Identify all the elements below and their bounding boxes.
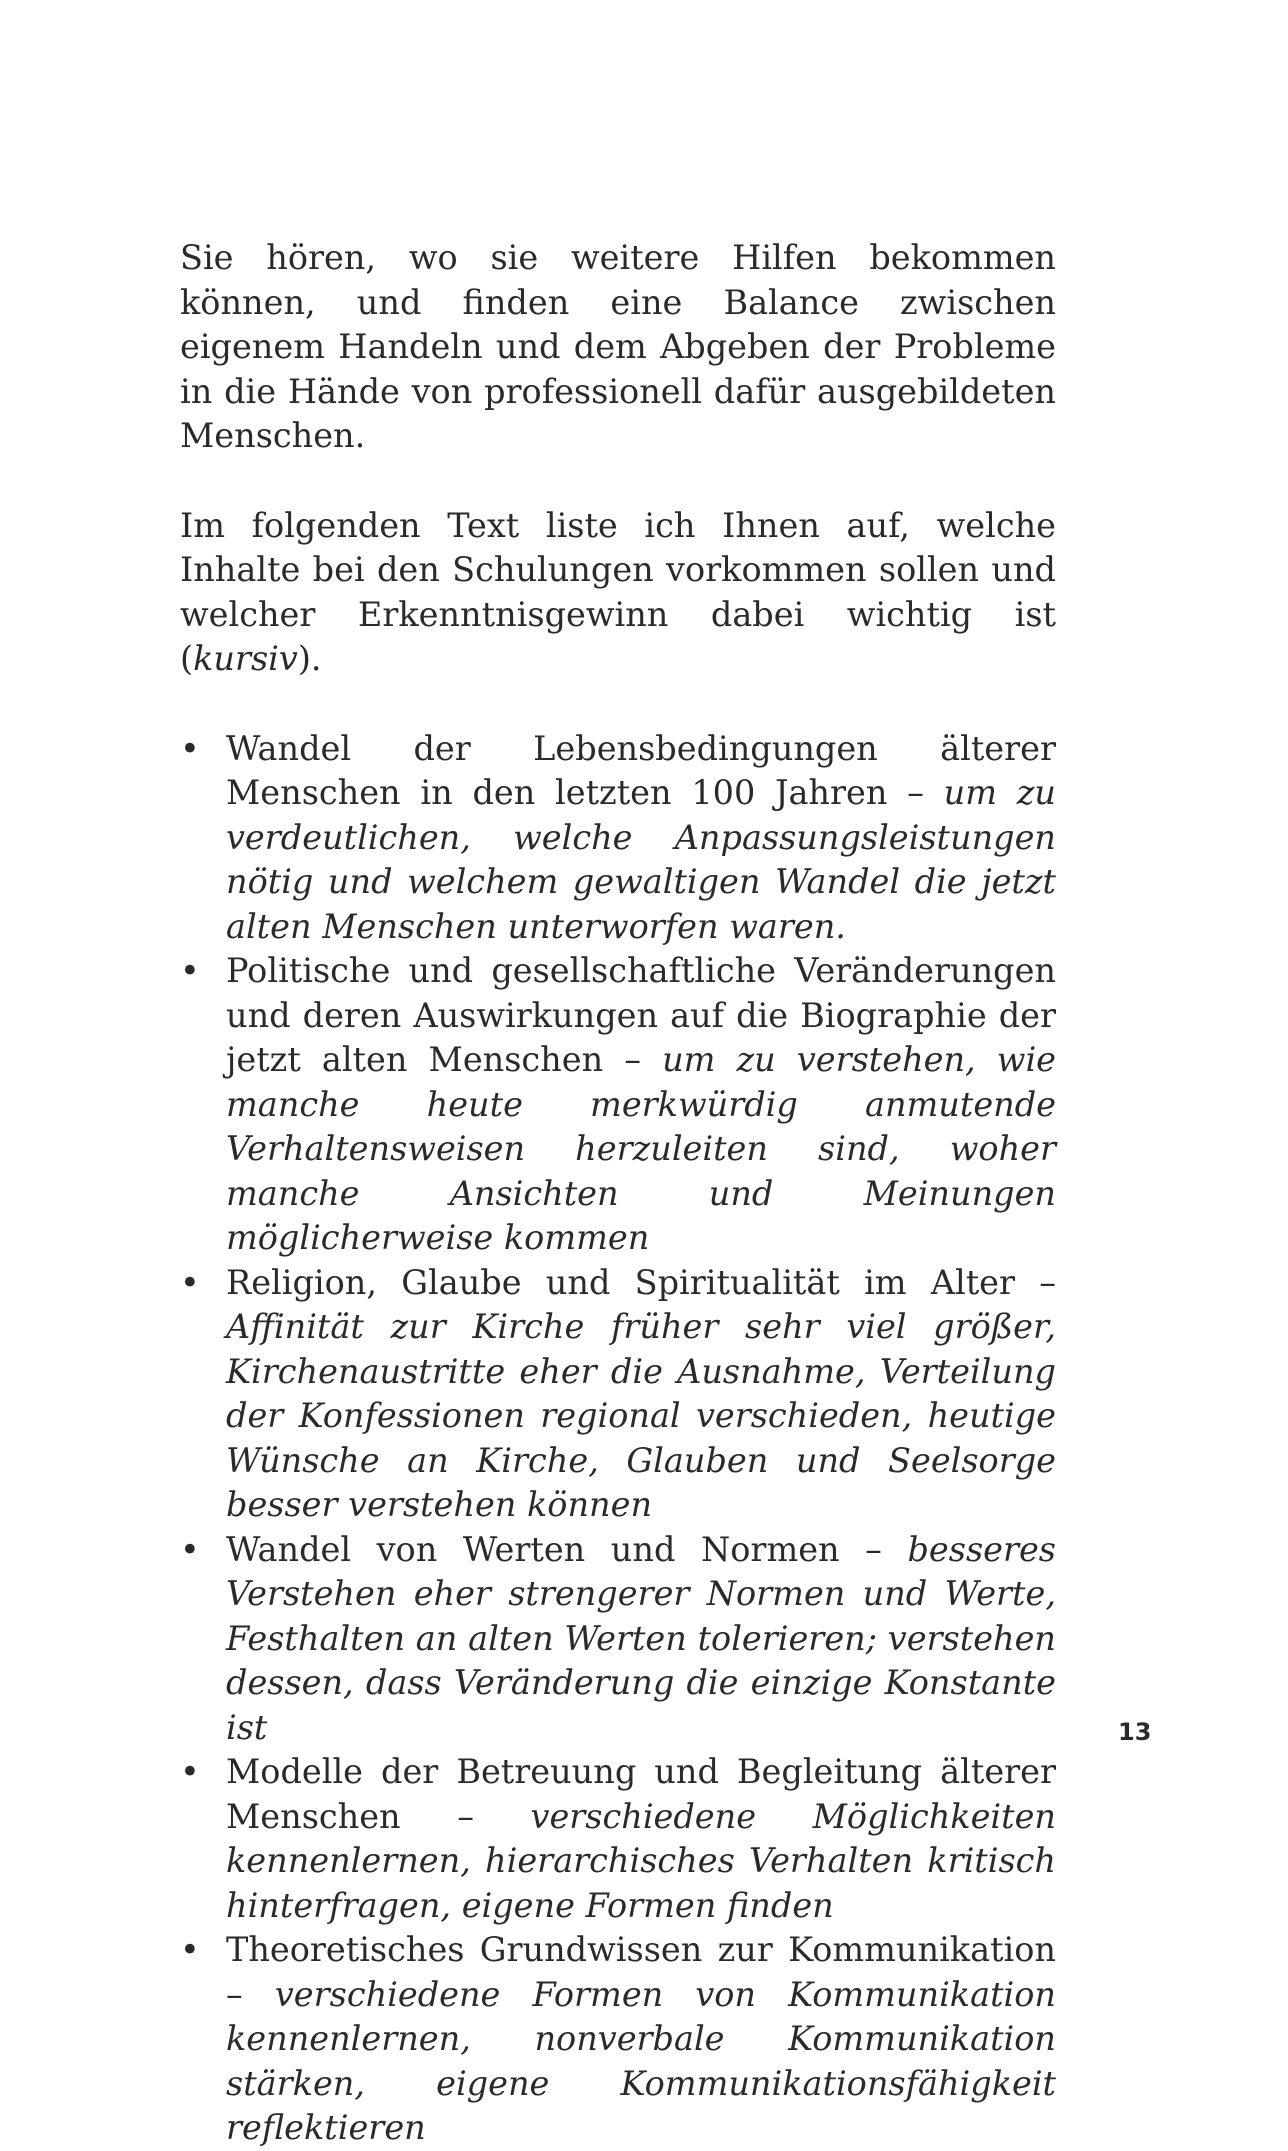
- bullet-icon: •: [180, 1930, 200, 1969]
- bullet-icon: •: [180, 728, 200, 768]
- paragraph-intro-list: [180, 504, 1056, 682]
- list-item: [180, 727, 1056, 950]
- list-item-goal: Affinität zur Kirche früher sehr viel größer, Kirchenaustritte eher die Ausnahme, Verteilung der Konfessionen regional verschieden, heutige Wünsche an Kirche, Glauben und Seelsorge besser verstehen können: [226, 1307, 1056, 1524]
- paragraph-intro-text: Im folgenden Text liste ich Ihnen auf, welche Inhalte bei den Schulungen vorkommen sollen und welcher Erkenntnisgewinn dabei wichtig ist (: [180, 505, 1056, 678]
- list-item: [180, 1261, 1056, 1528]
- list-item-topic: Wandel von Werten und Normen –: [226, 1529, 908, 1569]
- bullet-icon: •: [180, 1529, 200, 1569]
- paragraph-intro-close: ).: [297, 639, 322, 678]
- list-item-topic: Wandel der Lebensbedingungen älterer Menschen in den letzten 100 Jahren –: [226, 728, 1056, 812]
- list-item-goal: um zu verstehen, wie manche heute merkwürdig anmutende Verhaltensweisen herzuleiten sind, woher manche Ansichten und Meinungen möglicherweise kommen: [226, 1040, 1056, 1257]
- list-item-text: [226, 727, 1056, 950]
- bullet-icon: •: [180, 951, 200, 990]
- list-item-topic: Politische und gesellschaftliche Veränderungen und deren Auswirkungen auf die Biographie der jetzt alten Menschen –: [226, 951, 1056, 1079]
- list-item-text: [226, 1528, 1056, 1751]
- paragraph-help-balance: Sie hören, wo sie weitere Hilfen bekommen können, und finden eine Balance zwischen eigenem Handeln und dem Abgeben der Probleme in die Hände von professionell dafür ausgebildeten Menschen.: [180, 238, 1056, 455]
- list-item-goal: verschiedene Formen von Kommunikation kennenlernen, nonverbale Kommunikation stärken, eigene Kommunikationsfähigkeit reflektieren: [226, 1974, 1056, 2147]
- list-item-topic: Modelle der Betreuung und Begleitung älterer Menschen –: [226, 1752, 1056, 1836]
- list-item-topic: Theoretisches Grundwissen zur Kommunikation –: [226, 1930, 1056, 2014]
- list-item: [180, 1750, 1056, 1928]
- list-item-text: [226, 1261, 1056, 1528]
- list-item-text: [226, 1750, 1056, 1928]
- training-content-list: [180, 727, 1056, 2151]
- page-number: 13: [1118, 1718, 1152, 1746]
- bullet-icon: •: [180, 1752, 200, 1791]
- bullet-icon: •: [180, 1262, 200, 1302]
- paragraph-intro-italic: kursiv: [193, 639, 298, 678]
- page-body: [180, 236, 1056, 2151]
- list-item-topic: Religion, Glaube und Spiritualität im Alter –: [226, 1262, 1056, 1302]
- list-item: [180, 1928, 1056, 2151]
- list-item-text: [226, 1928, 1056, 2151]
- list-item: [180, 1528, 1056, 1751]
- list-item: [180, 949, 1056, 1261]
- list-item-text: [226, 949, 1056, 1261]
- list-item-goal: um zu verdeutlichen, welche Anpassungsleistungen nötig und welchem gewaltigen Wandel die jetzt alten Menschen unterworfen waren.: [226, 773, 1056, 946]
- list-item-goal: besseres Verstehen eher strengerer Normen und Werte, Festhalten an alten Werten tolerieren; verstehen dessen, dass Veränderung die einzige Konstante ist: [226, 1529, 1056, 1747]
- list-item-goal: verschiedene Möglichkeiten kennenlernen, hierarchisches Verhalten kritisch hinterfragen, eigene Formen finden: [226, 1796, 1056, 1925]
